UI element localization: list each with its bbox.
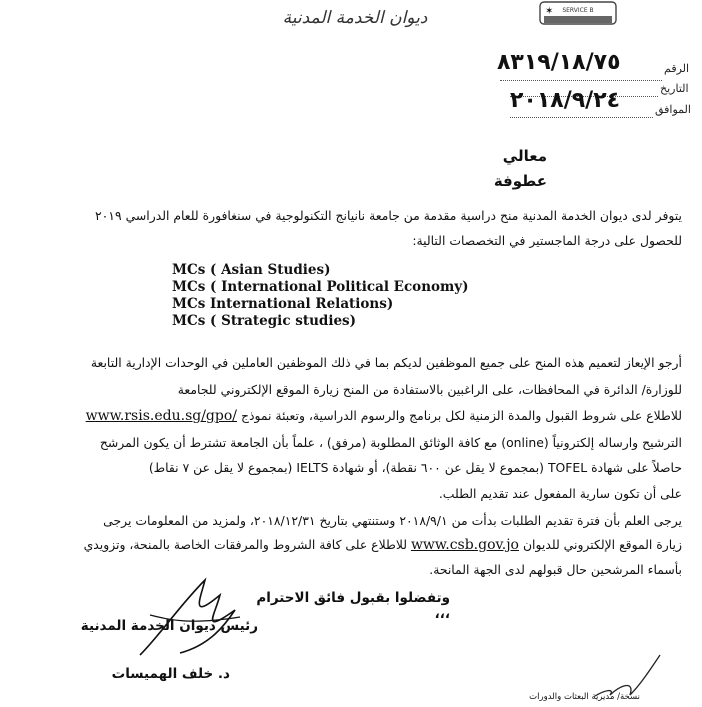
greeting-line1: معالي	[502, 147, 547, 165]
letterhead-title: ديوان الخدمة المدنية	[282, 8, 428, 28]
ref-number: ٨٣١٩/١٨/٧٥	[497, 50, 621, 75]
closing-regards: وتفضلوا بقبول فائق الاحترام ،،،	[256, 590, 450, 622]
signature-icon	[120, 575, 250, 660]
programs-list	[172, 262, 469, 330]
program-item: MCs ( International Political Economy)	[172, 279, 469, 295]
hijri-date: ٢٠١٨/٩/٢٤	[510, 88, 621, 113]
intro-line1: يتوفر لدى ديوان الخدمة المدنية منح دراسية مقدمة من جامعة نانيانج التكنولوجية في سنغافورة للعام الدراسي ٢٠١٩	[95, 208, 682, 223]
footer-copy-note: نسخة/ مديرية البعثات والدورات	[529, 692, 640, 702]
signatory-title: رئيس ديوان الخدمة المدنية	[80, 618, 258, 634]
body-p1-line3	[14, 404, 682, 428]
body-p1-line6: على أن تكون سارية المفعول عند تقديم الطلب.	[438, 486, 682, 501]
intro-line2: للحصول على درجة الماجستير في التخصصات التالية:	[412, 233, 682, 248]
ref-label: الرقم	[664, 62, 690, 75]
body-p2-line3: بأسماء المرشحين حال قبولهم لدى الجهة المانحة.	[429, 562, 682, 577]
ref-underline	[500, 80, 662, 81]
program-item: MCs ( Asian Studies)	[172, 262, 331, 278]
body-p2-line1: يرجى العلم بأن فترة تقديم الطلبات بدأت من ٢٠١٨/٩/١ وستنتهي بتاريخ ٢٠١٨/١٢/٣١، ولمزيد من المعلومات يرجى	[103, 513, 682, 528]
university-website-link[interactable]: www.rsis.edu.sg/gpo/	[85, 408, 237, 424]
body-p2-line2-pre: زيارة الموقع الإلكتروني للديوان	[522, 537, 682, 552]
body-p1-line2: للوزارة/ الدائرة في المحافظات، على الراغبين بالاستفادة من المنح زيارة الموقع الإلكتروني للجامعة	[177, 382, 682, 397]
hijri-label: الموافق	[655, 103, 691, 116]
program-item: MCs International Relations)	[172, 296, 394, 312]
greeting-line2: عطوفة	[493, 172, 547, 190]
body-p2-line2-post: للاطلاع على كافة الشروط والمرفقات الخاصة بالمنحة، وتزويدي	[83, 537, 407, 552]
program-item: MCs ( Strategic studies)	[172, 313, 357, 329]
csb-website-link[interactable]: www.csb.gov.jo	[410, 537, 519, 553]
signatory-name: د. خلف الهميسات	[111, 666, 230, 682]
header-star-icon: ✶	[545, 6, 554, 17]
body-p1-line5: حاصلاً على شهادة TOFEL (بمجموع لا يقل عن ٦٠٠ نقطة)، أو شهادة IELTS (بمجموع لا يقل عن ٧ نقاط)	[148, 460, 682, 475]
body-p1-line1: أرجو الإيعاز لتعميم هذه المنح على جميع الموظفين لديكم بما في ذلك الموظفين العاملين في الوحدات الإدارية التابعة	[90, 355, 682, 370]
body-p2-line2	[14, 533, 682, 557]
svg-text:SERVICE B: SERVICE B	[562, 7, 594, 14]
body-p1-line3-text: للاطلاع على شروط القبول والمدة الزمنية لكل برنامج والرسوم الدراسية، وتعبئة نموذج	[240, 408, 682, 423]
hijri-underline	[510, 117, 653, 118]
body-p1-line4: الترشيح وارساله إلكترونياً (online) مع كافة الوثائق المطلوبة (مرفق) ، علماً بأن الجامعة تشترط أن يكون المرشح	[99, 435, 682, 450]
date-label: التاريخ	[660, 82, 689, 95]
